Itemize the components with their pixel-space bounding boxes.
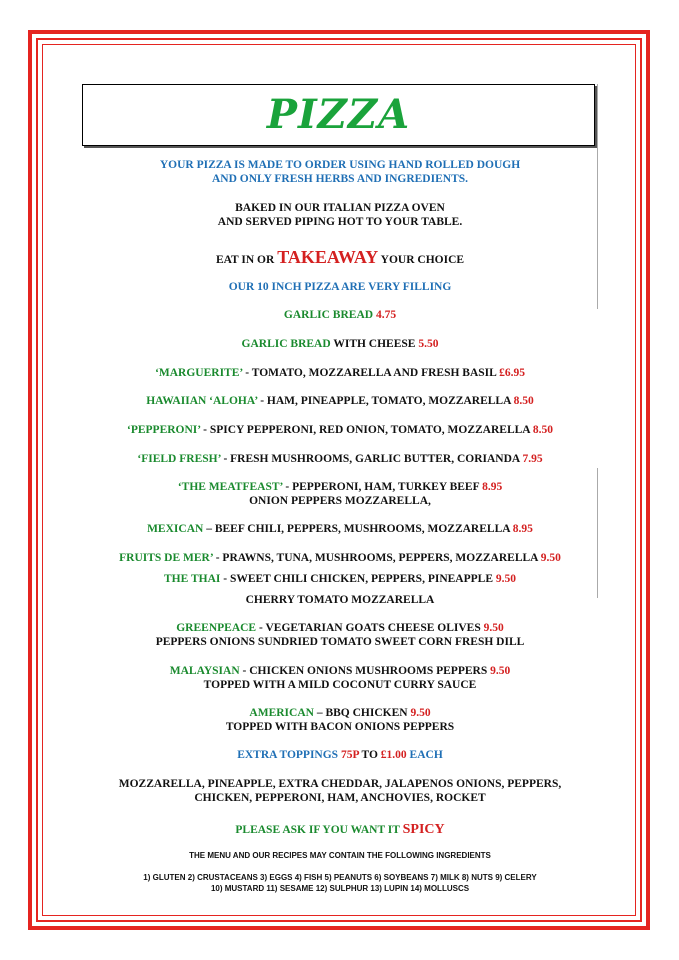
toppings-list: MOZZARELLA, PINEAPPLE, EXTRA CHEDDAR, JALAPENOS ONIONS, PEPPERS, xyxy=(118,778,562,790)
toppings-list: CHICKEN, PEPPERONI, HAM, ANCHOVIES, ROCKET xyxy=(194,792,486,804)
item-price: 9.50 xyxy=(410,707,431,719)
intro-line: AND SERVED PIPING HOT TO YOUR TABLE. xyxy=(217,216,463,228)
item-name: HAWAIIAN ‘ALOHA’ xyxy=(146,395,258,407)
item-name: FRUITS DE MER’ xyxy=(119,552,213,564)
item-description: WITH CHEESE xyxy=(330,338,419,350)
intro-line: AND ONLY FRESH HERBS AND INGREDIENTS. xyxy=(211,173,469,185)
item-price: 9.50 xyxy=(540,552,561,564)
menu-item xyxy=(60,308,620,322)
menu-item xyxy=(60,480,620,494)
intro-line: YOUR PIZZA IS MADE TO ORDER USING HAND ROLLED DOUGH xyxy=(159,159,521,171)
item-description-continued: TOPPED WITH BACON ONIONS PEPPERS xyxy=(225,721,455,733)
item-name: ‘FIELD FRESH’ xyxy=(137,453,221,465)
spicy-line: PLEASE ASK IF YOU WANT IT SPICY xyxy=(235,822,445,837)
item-name: MALAYSIAN xyxy=(169,665,240,677)
item-description: - HAM, PINEAPPLE, TOMATO, MOZZARELLA xyxy=(257,395,514,407)
item-description: - SWEET CHILI CHICKEN, PEPPERS, PINEAPPLE xyxy=(220,573,496,585)
item-name: GARLIC BREAD xyxy=(283,309,374,321)
menu-item xyxy=(60,452,620,466)
item-name: GARLIC BREAD xyxy=(241,338,331,350)
item-description: - SPICY PEPPERONI, RED ONION, TOMATO, MOZZARELLA xyxy=(200,424,533,436)
menu-item xyxy=(60,522,620,536)
allergen-list: 1) GLUTEN 2) CRUSTACEANS 3) EGGS 4) FISH 5) PEANUTS 6) SOYBEANS 7) MILK 8) NUTS 9) CELERY xyxy=(143,873,537,882)
item-name: THE THAI xyxy=(164,573,221,585)
menu-item xyxy=(60,706,620,720)
item-price: 8.50 xyxy=(513,395,534,407)
menu-item xyxy=(60,572,620,586)
menu-item xyxy=(60,551,620,565)
menu-item xyxy=(60,664,620,678)
menu-item xyxy=(60,337,620,351)
menu-content xyxy=(60,0,620,960)
item-name: AMERICAN xyxy=(249,707,314,719)
item-description-continued: ONION PEPPERS MOZZARELLA, xyxy=(249,495,431,507)
item-description: - CHICKEN ONIONS MUSHROOMS PEPPERS xyxy=(239,665,491,677)
item-description-continued: TOPPED WITH A MILD COCONUT CURRY SAUCE xyxy=(203,679,477,691)
item-description: - PEPPERONI, HAM, TURKEY BEEF xyxy=(282,481,483,493)
item-name: ‘THE MEATFEAST’ xyxy=(177,481,283,493)
allergen-heading: THE MENU AND OUR RECIPES MAY CONTAIN THE FOLLOWING INGREDIENTS xyxy=(189,851,491,860)
item-price: 9.50 xyxy=(483,622,504,634)
menu-item xyxy=(60,366,620,380)
menu-item xyxy=(60,394,620,408)
item-description: – BEEF CHILI, PEPPERS, MUSHROOMS, MOZZARELLA xyxy=(203,523,513,535)
item-description: - VEGETARIAN GOATS CHEESE OLIVES xyxy=(256,622,484,634)
item-name: ‘PEPPERONI’ xyxy=(127,424,201,436)
item-description-continued: PEPPERS ONIONS SUNDRIED TOMATO SWEET CORN FRESH DILL xyxy=(155,636,525,648)
menu-item xyxy=(60,423,620,437)
item-price: 4.75 xyxy=(375,309,397,321)
takeaway-line: EAT IN OR TAKEAWAY YOUR CHOICE xyxy=(215,247,465,267)
item-description: - TOMATO, MOZZARELLA AND FRESH BASIL xyxy=(242,367,500,379)
item-price: £6.95 xyxy=(499,367,525,379)
item-price: 8.50 xyxy=(532,424,553,436)
item-description-continued: CHERRY TOMATO MOZZARELLA xyxy=(245,594,435,606)
item-price: 9.50 xyxy=(490,665,511,677)
allergen-list: 10) MUSTARD 11) SESAME 12) SULPHUR 13) LUPIN 14) MOLLUSCS xyxy=(210,884,470,893)
item-price: 9.50 xyxy=(495,573,516,585)
item-name: GREENPEACE xyxy=(176,622,257,634)
item-price: 8.95 xyxy=(512,523,533,535)
item-price: 8.95 xyxy=(482,481,503,493)
item-price: 5.50 xyxy=(418,338,439,350)
page-title: PIZZA xyxy=(266,91,411,138)
item-name: ‘MARGUERITE’ xyxy=(155,367,243,379)
item-price: 7.95 xyxy=(522,453,543,465)
item-description: - FRESH MUSHROOMS, GARLIC BUTTER, CORIANDA xyxy=(220,453,523,465)
extra-toppings-line: EXTRA TOPPINGS 75P TO £1.00 EACH xyxy=(237,749,443,761)
item-description: - PRAWNS, TUNA, MUSHROOMS, PEPPERS, MOZZARELLA xyxy=(212,552,541,564)
item-description: – BBQ CHICKEN xyxy=(313,707,411,719)
intro-line: BAKED IN OUR ITALIAN PIZZA OVEN xyxy=(235,202,445,214)
size-note: OUR 10 INCH PIZZA ARE VERY FILLING xyxy=(228,281,452,293)
item-name: MEXICAN xyxy=(147,523,204,535)
menu-item xyxy=(60,621,620,635)
